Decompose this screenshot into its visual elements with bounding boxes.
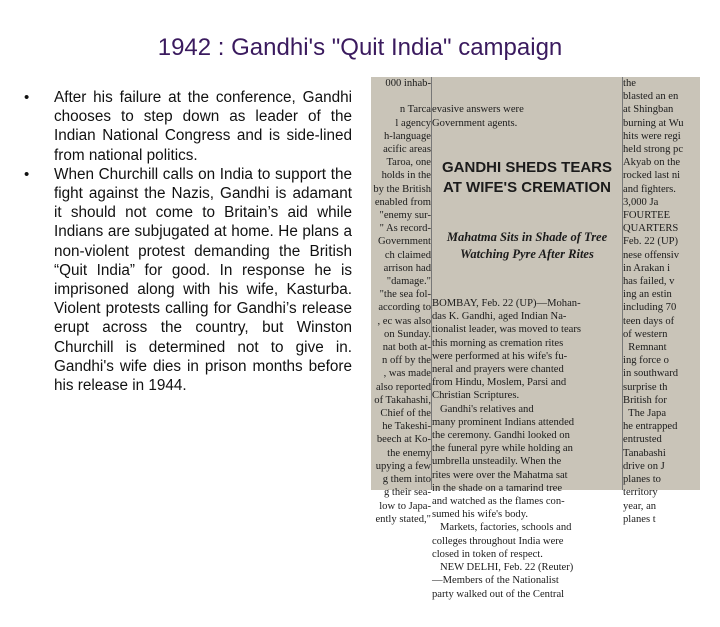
clipping-main-column xyxy=(432,77,622,600)
bullet-text: After his failure at the conference, Gandhi chooses to step down as leader of the Indian National Congress and is side-lined from national politics. xyxy=(54,89,352,164)
clipping-right-column: the blasted an en at Shingban burning at Wu hits were regi held strong pc Akyab on the rocked last ni and fighters. 3,000 Ja FOURTEE QUARTERS Feb. 22 (UP) nese offensiv in Arakan i has failed, v ing an estin including 70 teen days of of western Remnant ing force o in southward surprise th British for The Japa he entrapped entrusted Tanabashi drive on J planes to territory year, an planes t xyxy=(623,78,684,525)
bullet-text: When Churchill calls on India to support the fight against the Nazis, Gandhi is adamant it should not come to Britain’s aid while Indians are subjugated at home. He plans a non-violent protest demanding the British “Quit India” for good. In response he is imprisoned along with his wife, Kasturba. Violent protests calling for Gandhi’s release erupt across the country, but Winston Churchill is determined not to give in. Gandhi's wife dies in prison months before his release in 1944. xyxy=(54,165,352,395)
bullet-item xyxy=(22,165,352,395)
bullet-list xyxy=(22,88,352,395)
clipping-top-text: evasive answers were Government agents. xyxy=(432,104,524,129)
bullet-item xyxy=(22,88,352,165)
clipping-headline: GANDHI SHEDS TEARS AT WIFE'S CREMATION xyxy=(441,159,613,197)
clipping-subheadline: Mahatma Sits in Shade of Tree Watching Pyre After Rites xyxy=(446,229,608,261)
slide-title: 1942 : Gandhi's "Quit India" campaign xyxy=(157,34,563,61)
bullet-dot-icon: • xyxy=(24,165,30,183)
newspaper-clipping-image xyxy=(371,77,700,600)
clipping-left-column: 000 inhab- n Tarca l agency h-language acific areas Taroa, one holds in the by the British enabled from "enemy sur- " As record- Government ch claimed arrison had "damage." "the sea fol- according to , ec was also on Sunday. nat both at- n off by the , was made also reported of Takahashi, Chief of the he Takeshi- beech at Ko- the enemy upying a few g them into g their sea- low to Japa- ently stated," xyxy=(373,78,431,525)
clipping-article-text: BOMBAY, Feb. 22 (UP)—Mohan- das K. Gandhi, aged Indian Na- tionalist leader, was moved to tears this morning as cremation rites were performed at his wife's fu- neral and prayers were chanted from Hindu, Moslem, Parsi and Christian Scriptures. Gandhi's relatives and many prominent Indians attended the ceremony. Gandhi looked on the funeral pyre while holding an umbrella unsteadily. When the rites were over the Mahatma sat in the shade on a tamarind tree and watched as the flames con- sumed his wife's body. Markets, factories, schools and colleges throughout India were closed in token of respect. NEW DELHI, Feb. 22 (Reuter) —Members of the Nationalist party walked out of the Central xyxy=(432,298,582,600)
bullet-dot-icon: • xyxy=(24,89,30,106)
